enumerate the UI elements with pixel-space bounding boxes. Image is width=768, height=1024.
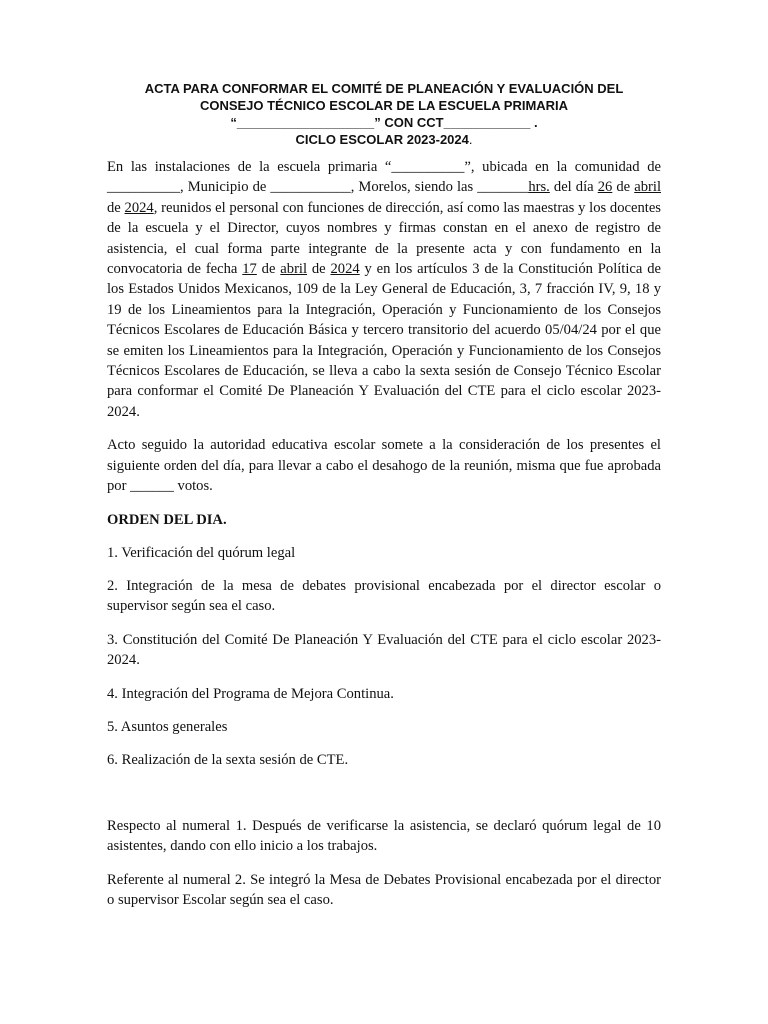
opening-text-8: y en los artículos 3 de la Constitución Política de los Estados Unidos Mexicanos, 109 de la Ley General de Educación, 3, 7 fracción IV, 9, 18 y 19 de los Lineamientos para la Integración, Operación y Funcionamiento de los Consejos Técnicos Escolares de Educación Básica y tercero transitorio del acuerdo 05/04/24 por el que se emiten los Lineamientos para la Integración, Operación y Funcionamiento de los Consejos Técnicos Escolares de Educación, se lleva a cabo la sexta sesión de Consejo Técnico Escolar para conformar el Comité De Planeación Y Evaluación del CTE para el ciclo escolar 2023-2024. xyxy=(107,261,661,420)
opening-text-5: , reunidos el personal con funciones de dirección, así como las maestras y los docentes de la escuela y el Director, cuyos nombres y firmas constan en el anexo de registro de asistencia, el cual forma parte integrante de la presente acta y con fundamento en la convocatoria de fecha xyxy=(107,199,661,278)
day-underlined: 26 xyxy=(597,179,613,196)
agenda-heading: ORDEN DEL DIA. xyxy=(107,511,227,528)
numeral-2-paragraph: Referente al numeral 2. Se integró la Mesa de Debates Provisional encabezada por el director o supervisor Escolar según sea el caso. xyxy=(107,871,661,908)
agenda-item-6: 6. Realización de la sexta sesión de CTE. xyxy=(107,752,349,769)
convocation-month-underlined: abril xyxy=(280,261,308,278)
document-title xyxy=(107,80,661,148)
numeral-1-paragraph: Respecto al numeral 1. Después de verificarse la asistencia, se declaró quórum legal de 10 asistentes, dando con ello inicio a los trabajos. xyxy=(107,817,661,855)
agenda-item-4: 4. Integración del Programa de Mejora Continua. xyxy=(107,685,394,702)
title-line-1: ACTA PARA CONFORMAR EL COMITÉ DE PLANEACIÓN Y EVALUACIÓN DEL xyxy=(144,81,624,96)
opening-text-7: de xyxy=(307,261,331,278)
title-cycle: CICLO ESCOLAR 2023-2024 xyxy=(295,132,469,147)
title-line-4 xyxy=(107,131,661,148)
year-underlined: 2024 xyxy=(124,199,154,216)
agenda-intro-paragraph: Acto seguido la autoridad educativa escolar somete a la consideración de los presentes el siguiente orden del día, para llevar a cabo el desahogo de la reunión, misma que fue aprobada por ______ votos. xyxy=(107,437,661,495)
document-page xyxy=(107,80,661,910)
month-underlined: abril xyxy=(634,179,661,196)
agenda-item-2: 2. Integración de la mesa de debates provisional encabezada por el director escolar o supervisor según sea el caso. xyxy=(107,577,661,615)
convocation-day-underlined: 17 xyxy=(242,261,257,278)
opening-text-1: En las instalaciones de la escuela primaria “__________”, ubicada en la comunidad de __________, Municipio de ___________, Morelos, siendo las _______ xyxy=(107,159,661,196)
convocation-year-underlined: 2024 xyxy=(330,261,360,278)
title-line-2: CONSEJO TÉCNICO ESCOLAR DE LA ESCUELA PRIMARIA xyxy=(199,98,569,113)
opening-text-2: del día xyxy=(549,179,598,196)
hours-underlined: hrs. xyxy=(528,179,550,196)
agenda-item-5: 5. Asuntos generales xyxy=(107,718,228,735)
agenda-item-1: 1. Verificación del quórum legal xyxy=(107,544,296,561)
opening-text-4: de xyxy=(107,199,125,216)
opening-paragraph xyxy=(107,157,661,422)
opening-text-3: de xyxy=(612,179,635,196)
agenda-item-3: 3. Constitución del Comité De Planeación Y Evaluación del CTE para el ciclo escolar 2023-2024. xyxy=(107,631,661,669)
opening-text-6: de xyxy=(256,261,281,278)
title-line-3: “___________________” CON CCT____________ . xyxy=(230,115,538,130)
title-period: . xyxy=(468,132,473,147)
